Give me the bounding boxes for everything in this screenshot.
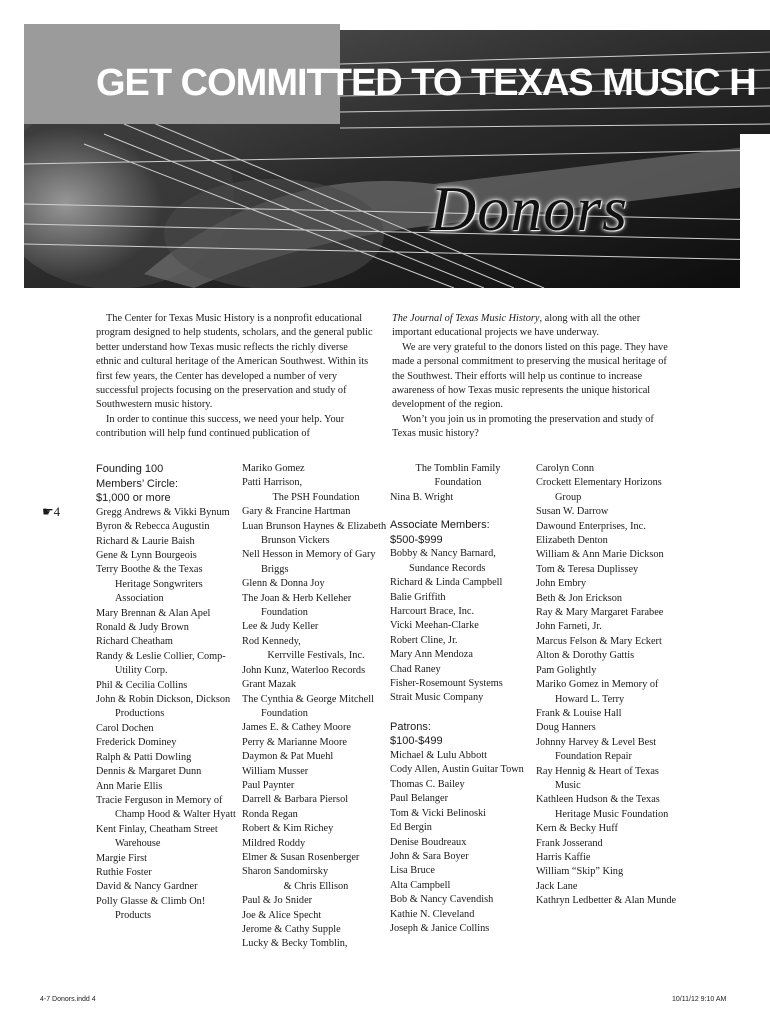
donor-name: Ann Marie Ellis [96,780,163,792]
intro-right [392,312,674,442]
donor-name: Elmer & Susan Rosenberger [242,851,360,863]
donor-name: Gary & Francine Hartman [242,506,351,518]
donor-name: Bobby & Nancy Barnard, Sundance Records [390,548,496,574]
donor-name: Jack Lane [536,880,578,892]
tier-heading: Patrons: [390,720,431,733]
donor-name: Carolyn Conn [536,463,595,474]
donor-name: Alta Campbell [390,879,451,891]
intro-paragraph: The Center for Texas Music History is a nonprofit educational program designed to help students, scholars, and the general public better understand how Texas music reflects the richly diverse ethnic and cultural heritage of the American Southwest. Within its first few years, the Center has developed a number of very successful projects focusing on the preservation and study of Southwestern music history. [96,313,373,411]
donor-name: Harris Kaffie [536,851,591,863]
donor-name: Jerome & Cathy Supple [242,924,341,935]
donor-name: Frank & Louise Hall [536,707,622,719]
intro-paragraph: In order to continue this success, we need your help. Your contribution will help fund continued publication of [96,413,345,440]
donor-name: John Kunz, Waterloo Records [242,664,366,676]
donor-name: Perry & Marianne Moore [242,736,347,748]
donor-name: & Chris Ellison [283,880,349,892]
donor-name: Ed Bergin [390,822,432,834]
donor-name: Byron & Rebecca Augustin [96,521,210,533]
donor-name: Terry Boothe & the Texas Heritage Songwriters Association [96,564,203,605]
intro-text: , along with all the other important educational projects we have underway. [392,313,641,339]
donor-name: Tom & Vicki Belinoski [390,807,487,819]
donor-name: John Embry [536,578,587,590]
donor-name: Dennis & Margaret Dunn [96,766,202,778]
donor-name: Luan Brunson Haynes & Elizabeth Brunson Vickers [242,520,387,547]
donor-name: Gene & Lynn Bourgeois [96,550,197,561]
donor-column-2 [242,462,390,952]
donor-name: Patti Harrison, [242,477,303,489]
donor-name: Foundation [434,477,482,489]
donor-column-1 [96,462,238,924]
donor-name: Harcourt Brace, Inc. [390,606,475,618]
donor-name: The Joan & Herb Kelleher Foundation [242,592,352,619]
footer-file: 4-7 Donors.indd 4 [40,996,96,1003]
donor-name: Kathie N. Cleveland [390,908,475,920]
tier-heading: Founding 100 [96,463,164,475]
donor-name: John & Sara Boyer [390,850,469,862]
donor-name: Doug Hanners [536,722,596,734]
tier-heading: Members’ Circle: [96,477,179,490]
donor-column-3 [390,462,526,936]
donor-name: Dawound Enterprises, Inc. [536,520,646,532]
donor-name: Kerrville Festivals, Inc. [267,650,365,662]
donor-name: Lee & Judy Keller [242,621,319,633]
donor-name: Mariko Gomez in Memory of Howard L. Terry [536,679,659,705]
donor-name: Kent Finlay, Cheatham Street Warehouse [96,823,218,850]
donor-name: Elizabeth Denton [536,535,608,547]
donor-name: Johnny Harvey & Level Best Foundation Repair [536,736,657,763]
donor-name: Robert & Kim Richey [242,823,334,835]
donor-name: Frank Josserand [536,837,603,849]
donor-name: Gregg Andrews & Vikki Bynum [96,506,230,518]
donor-name: Mildred Roddy [242,837,306,849]
footer-timestamp: 10/11/12 9:10 AM [672,996,727,1003]
donor-name: Carol Dochen [96,722,154,734]
donor-name: Bob & Nancy Cavendish [390,894,494,906]
page-headline: GET COMMITTED TO TEXAS MUSIC H [96,64,756,102]
donor-name: Joseph & Janice Collins [390,922,490,934]
donor-name: Kathleen Hudson & the Texas Heritage Music Foundation [536,794,669,820]
donor-name: Rod Kennedy, [242,635,301,647]
tier-heading: $500-$999 [390,533,443,546]
donor-name: James E. & Cathey Moore [242,722,351,734]
donor-name: Nell Hesson in Memory of Gary Briggs [242,549,376,575]
donor-name: Ronda Regan [242,808,298,820]
donor-name: Polly Glasse & Climb On! Products [96,895,206,922]
donor-name: John Farneti, Jr. [536,621,602,633]
donor-name: William “Skip” King [536,866,624,878]
donor-name: Crockett Elementary Horizons Group [536,477,662,503]
donor-name: Margie First [96,852,148,864]
donor-name: The Cynthia & George Mitchell Foundation [242,693,374,719]
donor-name: Kern & Becky Huff [536,823,618,835]
donor-name: Paul & Jo Snider [242,895,313,907]
donor-name: Nina B. Wright [390,491,454,503]
donor-name: Mary Ann Mendoza [390,649,473,661]
donor-name: Randy & Leslie Collier, Comp-Utility Corp. [96,650,226,677]
donor-name: Lisa Bruce [390,865,435,877]
donor-name: Ray Hennig & Heart of Texas Music [536,765,659,791]
tier-heading: $1,000 or more [96,492,171,505]
donor-name: Kathryn Ledbetter & Alan Munde [536,895,677,907]
donor-name: The Tomblin Family [415,463,501,474]
donor-name: Lucky & Becky Tomblin, [242,938,348,950]
donor-name: Robert Cline, Jr. [390,634,458,646]
donor-name: Grant Mazak [242,679,297,691]
donor-name: Ronald & Judy Brown [96,622,189,634]
donor-name: Mary Brennan & Alan Apel [96,607,211,619]
donor-name: Daymon & Pat Muehl [242,751,334,763]
donor-name: The PSH Foundation [272,491,360,503]
donor-name: Denise Boudreaux [390,836,467,848]
donor-name: Pam Golightly [536,664,597,676]
donor-name: Richard Cheatham [96,636,173,648]
donor-name: Richard & Linda Campbell [390,577,503,589]
donor-name: Fisher-Rosemount Systems [390,678,503,690]
section-title: Donors [430,173,629,244]
tier-heading: Associate Members: [390,519,490,532]
donor-name: David & Nancy Gardner [96,881,198,893]
intro-paragraph: Won’t you join us in promoting the preservation and study of Texas music history? [392,413,654,440]
donor-name: Marcus Felson & Mary Eckert [536,635,662,647]
donor-name: William & Ann Marie Dickson [536,549,664,561]
donor-name: Joe & Alice Specht [242,909,322,921]
intro-paragraph [392,312,674,341]
donor-name: John & Robin Dickson, Dickson Productions [96,694,231,720]
donor-name: Tom & Teresa Duplissey [536,563,639,575]
donor-column-4 [536,462,686,909]
donor-name: Thomas C. Bailey [390,778,465,790]
donor-name: Balie Griffith [390,591,446,603]
donor-name: Phil & Cecilia Collins [96,679,188,691]
donor-name: William Musser [242,765,309,777]
donor-name: Glenn & Donna Joy [242,578,325,590]
intro-paragraph: We are very grateful to the donors listed on this page. They have made a personal commitment to preserving the musical heritage of the Southwest. Their efforts will help us continue to increase awareness of how Texas music represents the unique historical development of the region. [392,341,668,411]
donor-name: Beth & Jon Erickson [536,592,623,604]
donor-name: Sharon Sandomirsky [242,866,329,878]
page-number [42,504,60,520]
hand-icon: ☛ [42,504,54,519]
donor-name: Ruthie Foster [96,866,152,878]
donor-name: Ralph & Patti Dowling [96,751,192,763]
donor-name: Vicki Meehan-Clarke [390,620,479,632]
donor-name: Ray & Mary Margaret Farabee [536,607,664,619]
donor-name: Alton & Dorothy Gattis [536,650,635,662]
journal-title: The Journal of Texas Music History [392,313,540,324]
donor-name: Frederick Dominey [96,737,177,749]
donor-name: Mariko Gomez [242,463,305,474]
donor-name: Strait Music Company [390,692,484,704]
donor-name: Paul Paynter [242,779,295,791]
donor-name: Susan W. Darrow [536,506,609,518]
donor-name: Richard & Laurie Baish [96,535,195,547]
donor-name: Chad Raney [390,663,441,675]
donor-name: Tracie Ferguson in Memory of Champ Hood & Walter Hyatt [96,794,236,821]
donor-name: Paul Belanger [390,793,449,805]
donor-name: Michael & Lulu Abbott [390,750,487,762]
donor-name: Cody Allen, Austin Guitar Town [390,764,524,776]
page-number-value: 4 [53,504,61,519]
tier-heading: $100-$499 [390,735,443,748]
intro-left [96,312,374,442]
donor-name: Darrell & Barbara Piersol [242,794,349,806]
